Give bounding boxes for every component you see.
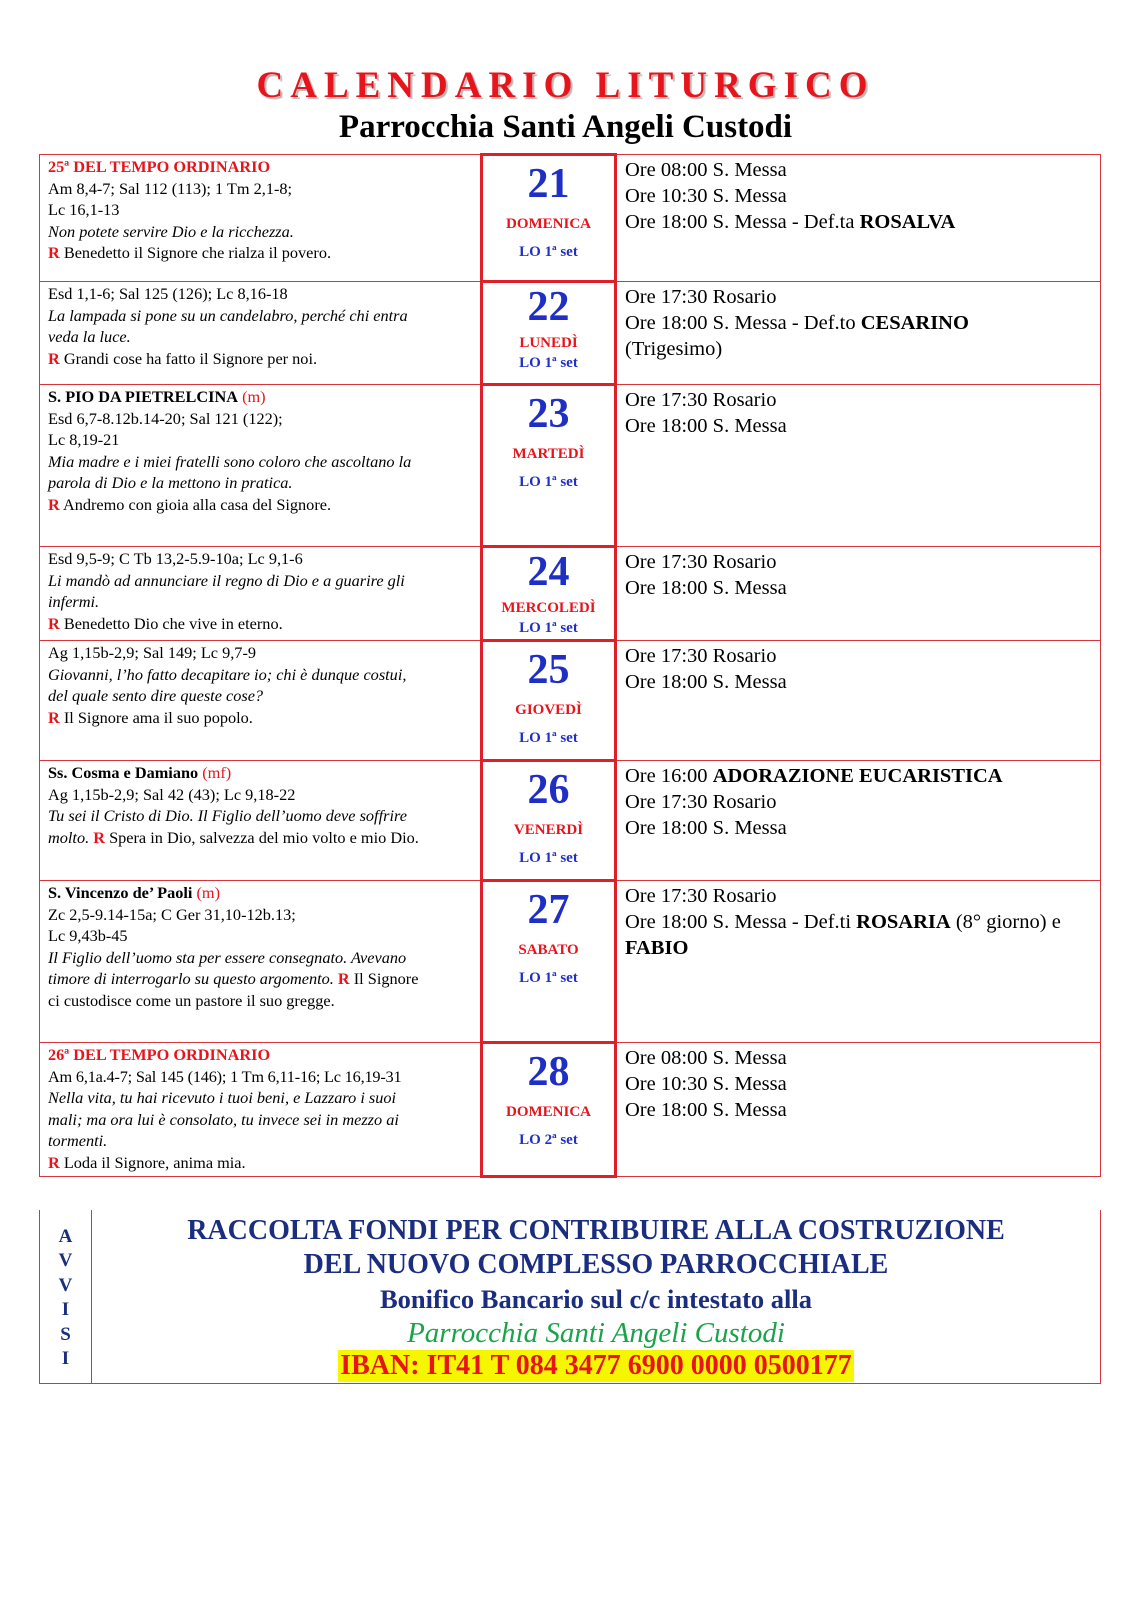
schedule-item: (Trigesimo) (625, 338, 723, 360)
liturgy-heading (48, 882, 474, 904)
liturgy-cell (40, 641, 482, 761)
notices-box (39, 1210, 1101, 1384)
response-marker: R (48, 243, 60, 262)
day-number: 21 (527, 161, 570, 207)
psalm-response (48, 613, 474, 635)
response-marker: R (48, 494, 60, 514)
day-row-22 (40, 282, 1101, 385)
liturgy-of-hours: LO 1ª set (519, 970, 578, 986)
side-letter: A (58, 1225, 73, 1247)
gospel-phrase: parola di Dio e la mettono in pratica. (48, 473, 293, 492)
gospel-phrase: tormenti. (48, 1131, 108, 1150)
schedule-cell (616, 881, 1101, 1043)
page-title: CALENDARIO LITURGICO (256, 65, 875, 106)
fundraising-line: RACCOLTA FONDI PER CONTRIBUIRE ALLA COSTRUZIONE (187, 1215, 1005, 1246)
liturgy-of-hours: LO 1ª set (519, 244, 578, 260)
liturgy-cell (40, 761, 482, 881)
saint-name: S. PIO DA PIETRELCINA (48, 387, 238, 406)
gospel-phrase: Nella vita, tu hai ricevuto i tuoi beni, e Lazzaro i suoi (48, 1088, 397, 1107)
schedule-name: ROSALVA (859, 211, 956, 233)
liturgy-cell (40, 155, 482, 282)
gospel-phrase: Non potete servire Dio e la ricchezza. (48, 221, 294, 241)
response-text: Grandi cose ha fatto il Signore per noi. (63, 348, 318, 368)
readings: Zc 2,5-9.14-15a; C Ger 31,10-12b.13; (48, 904, 296, 924)
response-text: Loda il Signore, anima mia. (63, 1152, 246, 1172)
schedule-item: Ore 17:30 Rosario (625, 645, 777, 667)
readings: Ag 1,15b-2,9; Sal 42 (43); Lc 9,18-22 (48, 784, 296, 804)
gospel-phrase: Giovanni, l’ho fatto decapitare io; chi è dunque costui, (48, 664, 407, 684)
page-subtitle: Parrocchia Santi Angeli Custodi (338, 109, 793, 145)
feast-rank: (m) (196, 883, 221, 902)
liturgy-cell (40, 1043, 482, 1177)
psalm-response (48, 968, 474, 990)
day-number: 23 (527, 391, 570, 437)
bank-transfer-line: Bonifico Bancario sul c/c intestato alla (379, 1284, 813, 1314)
schedule-item (625, 209, 1094, 235)
side-letter: I (61, 1299, 70, 1320)
liturgy-of-hours: LO 1ª set (519, 730, 578, 746)
day-number: 24 (527, 549, 570, 595)
schedule-text: (8° giorno) e (950, 911, 1061, 933)
schedule-name: ROSARIA (856, 911, 951, 933)
day-box (482, 155, 616, 282)
response-marker: R (48, 348, 60, 368)
schedule-text: Ore 18:00 S. Messa - Def.ti (625, 911, 857, 933)
schedule-item (625, 310, 1094, 336)
day-name: GIOVEDÌ (515, 702, 582, 718)
gospel-phrase: La lampada si pone su un candelabro, perché chi entra (48, 305, 408, 325)
day-row-23 (40, 385, 1101, 547)
readings: Esd 6,7-8.12b.14-20; Sal 121 (122); (48, 408, 283, 428)
iban: IBAN: IT41 T 084 3477 6900 0000 0500177 (340, 1350, 852, 1381)
schedule-cell (616, 1043, 1101, 1177)
gospel-phrase: Mia madre e i miei fratelli sono coloro che ascoltano la (48, 451, 412, 471)
day-box (482, 641, 616, 761)
schedule-item: Ore 17:30 Rosario (625, 389, 777, 411)
liturgy-heading (48, 762, 474, 784)
liturgy-of-hours: LO 1ª set (519, 355, 578, 371)
day-name: LUNEDÌ (519, 335, 578, 351)
response-marker: R (48, 1152, 60, 1172)
liturgy-of-hours: LO 1ª set (519, 850, 578, 866)
day-row-28 (40, 1043, 1101, 1177)
schedule-name: FABIO (625, 937, 689, 959)
schedule-item: Ore 08:00 S. Messa (625, 1047, 787, 1069)
readings: Lc 8,19-21 (48, 430, 120, 449)
schedule-item: Ore 18:00 S. Messa (625, 1099, 787, 1121)
day-box (482, 881, 616, 1043)
schedule-item: Ore 17:30 Rosario (625, 286, 777, 308)
day-box (482, 547, 616, 641)
schedule-event: ADORAZIONE EUCARISTICA (712, 765, 1003, 787)
gospel-phrase: molto. (48, 827, 90, 847)
gospel-phrase: timore di interrogarlo su questo argomento. (48, 969, 334, 988)
day-name: SABATO (518, 942, 579, 958)
gospel-phrase: mali; ma ora lui è consolato, tu invece sei in mezzo ai (48, 1109, 399, 1129)
response-text: Spera in Dio, salvezza del mio volto e mio Dio. (109, 827, 419, 847)
readings: Am 8,4-7; Sal 112 (113); 1 Tm 2,1-8; (48, 178, 293, 198)
response-marker: R (48, 707, 60, 727)
saint-name: Ss. Cosma e Damiano (48, 763, 199, 782)
response-text: Benedetto Dio che vive in eterno. (63, 613, 283, 633)
response-marker: R (93, 827, 106, 847)
liturgy-of-hours: LO 2ª set (519, 1132, 578, 1148)
liturgy-heading (48, 386, 474, 408)
side-letter: V (58, 1274, 73, 1296)
day-number: 25 (527, 647, 570, 693)
liturgy-cell (40, 881, 482, 1043)
readings: Ag 1,15b-2,9; Sal 149; Lc 9,7-9 (48, 643, 257, 662)
schedule-text: Ore 18:00 S. Messa - Def.to (625, 312, 861, 334)
gospel-phrase: veda la luce. (48, 327, 131, 346)
schedule-item (625, 909, 1094, 961)
schedule-item: Ore 17:30 Rosario (625, 885, 777, 907)
schedule-item: Ore 18:00 S. Messa (625, 415, 787, 437)
day-box (482, 761, 616, 881)
schedule-item: Ore 10:30 S. Messa (625, 1073, 787, 1095)
readings: Esd 9,5-9; C Tb 13,2-5.9-10a; Lc 9,1-6 (48, 549, 303, 568)
day-name: DOMENICA (506, 216, 591, 232)
schedule-item (625, 763, 1094, 789)
saint-name: S. Vincenzo de’ Paoli (48, 883, 193, 902)
schedule-item: Ore 18:00 S. Messa (625, 577, 787, 599)
day-name: MERCOLEDÌ (501, 600, 596, 616)
liturgy-cell (40, 282, 482, 385)
psalm-response (48, 494, 474, 516)
schedule-item: Ore 17:30 Rosario (625, 791, 777, 813)
schedule-cell (616, 155, 1101, 282)
feast-rank: (m) (242, 387, 266, 406)
response-marker: R (48, 613, 60, 633)
side-letter: V (58, 1250, 73, 1271)
gospel-phrase: Il Figlio dell’uomo sta per essere consegnato. Avevano (48, 947, 407, 967)
schedule-cell (616, 282, 1101, 385)
schedule-cell (616, 385, 1101, 547)
schedule-text: Ore 16:00 (625, 765, 713, 787)
psalm-response (48, 827, 474, 849)
gospel-phrase: Li mandò ad annunciare il regno di Dio e a guarire gli (48, 570, 405, 590)
day-row-24 (40, 547, 1101, 641)
day-row-26 (40, 761, 1101, 881)
day-name: MARTEDÌ (512, 446, 585, 462)
schedule-cell (616, 641, 1101, 761)
schedule-text: Ore 18:00 S. Messa - Def.ta (625, 211, 860, 233)
schedule-item: Ore 18:00 S. Messa (625, 671, 787, 693)
response-text: Benedetto il Signore che rialza il povero. (63, 243, 332, 262)
schedule-item: Ore 18:00 S. Messa (625, 817, 787, 839)
day-number: 26 (527, 767, 570, 813)
day-number: 28 (527, 1049, 570, 1095)
response-text: Andremo con gioia alla casa del Signore. (62, 494, 332, 514)
side-letter: S (60, 1323, 71, 1345)
readings: Lc 9,43b-45 (48, 926, 128, 945)
schedule-name: CESARINO (860, 312, 969, 334)
response-marker: R (337, 969, 350, 988)
response-text: Il Signore ama il suo popolo. (63, 707, 253, 727)
day-row-27 (40, 881, 1101, 1043)
liturgy-cell (40, 547, 482, 641)
side-letter: I (61, 1348, 70, 1369)
response-text: Il Signore (353, 969, 419, 988)
liturgy-of-hours: LO 1ª set (519, 474, 578, 490)
liturgical-calendar-table (39, 153, 1101, 1178)
account-holder: Parrocchia Santi Angeli Custodi (407, 1317, 785, 1349)
gospel-phrase: infermi. (48, 592, 100, 611)
day-number: 22 (527, 284, 570, 330)
notices-side-label (40, 1210, 92, 1384)
liturgy-heading: 25ª DEL TEMPO ORDINARIO (48, 157, 271, 176)
day-box (482, 282, 616, 385)
schedule-cell (616, 761, 1101, 881)
readings: Esd 1,1-6; Sal 125 (126); Lc 8,16-18 (48, 284, 288, 303)
fundraising-line: DEL NUOVO COMPLESSO PARROCCHIALE (303, 1249, 889, 1280)
day-number: 27 (527, 887, 570, 933)
schedule-item: Ore 10:30 S. Messa (625, 185, 787, 207)
liturgy-heading: 26ª DEL TEMPO ORDINARIO (48, 1045, 271, 1064)
day-box (482, 385, 616, 547)
day-row-25 (40, 641, 1101, 761)
psalm-response (48, 1152, 474, 1174)
liturgy-of-hours: LO 1ª set (519, 620, 578, 636)
readings: Am 6,1a.4-7; Sal 145 (146); 1 Tm 6,11-16; Lc 16,19-31 (48, 1066, 402, 1086)
day-name: VENERDÌ (513, 822, 584, 838)
day-box (482, 1043, 616, 1177)
gospel-phrase: Tu sei il Cristo di Dio. Il Figlio dell’uomo deve soffrire (48, 806, 407, 825)
readings: Lc 16,1-13 (48, 200, 120, 219)
psalm-response (48, 348, 474, 370)
schedule-cell (616, 547, 1101, 641)
schedule-item: Ore 08:00 S. Messa (625, 159, 787, 181)
day-name: DOMENICA (506, 1104, 591, 1120)
day-row-21 (40, 155, 1101, 282)
psalm-response (48, 242, 474, 264)
liturgy-cell (40, 385, 482, 547)
schedule-item: Ore 17:30 Rosario (625, 551, 777, 573)
psalm-response (48, 707, 474, 729)
feast-rank: (mf) (202, 763, 232, 782)
notices-content (92, 1210, 1101, 1384)
gospel-phrase: del quale sento dire queste cose? (48, 686, 264, 705)
response-text: ci custodisce come un pastore il suo gregge. (48, 990, 335, 1010)
